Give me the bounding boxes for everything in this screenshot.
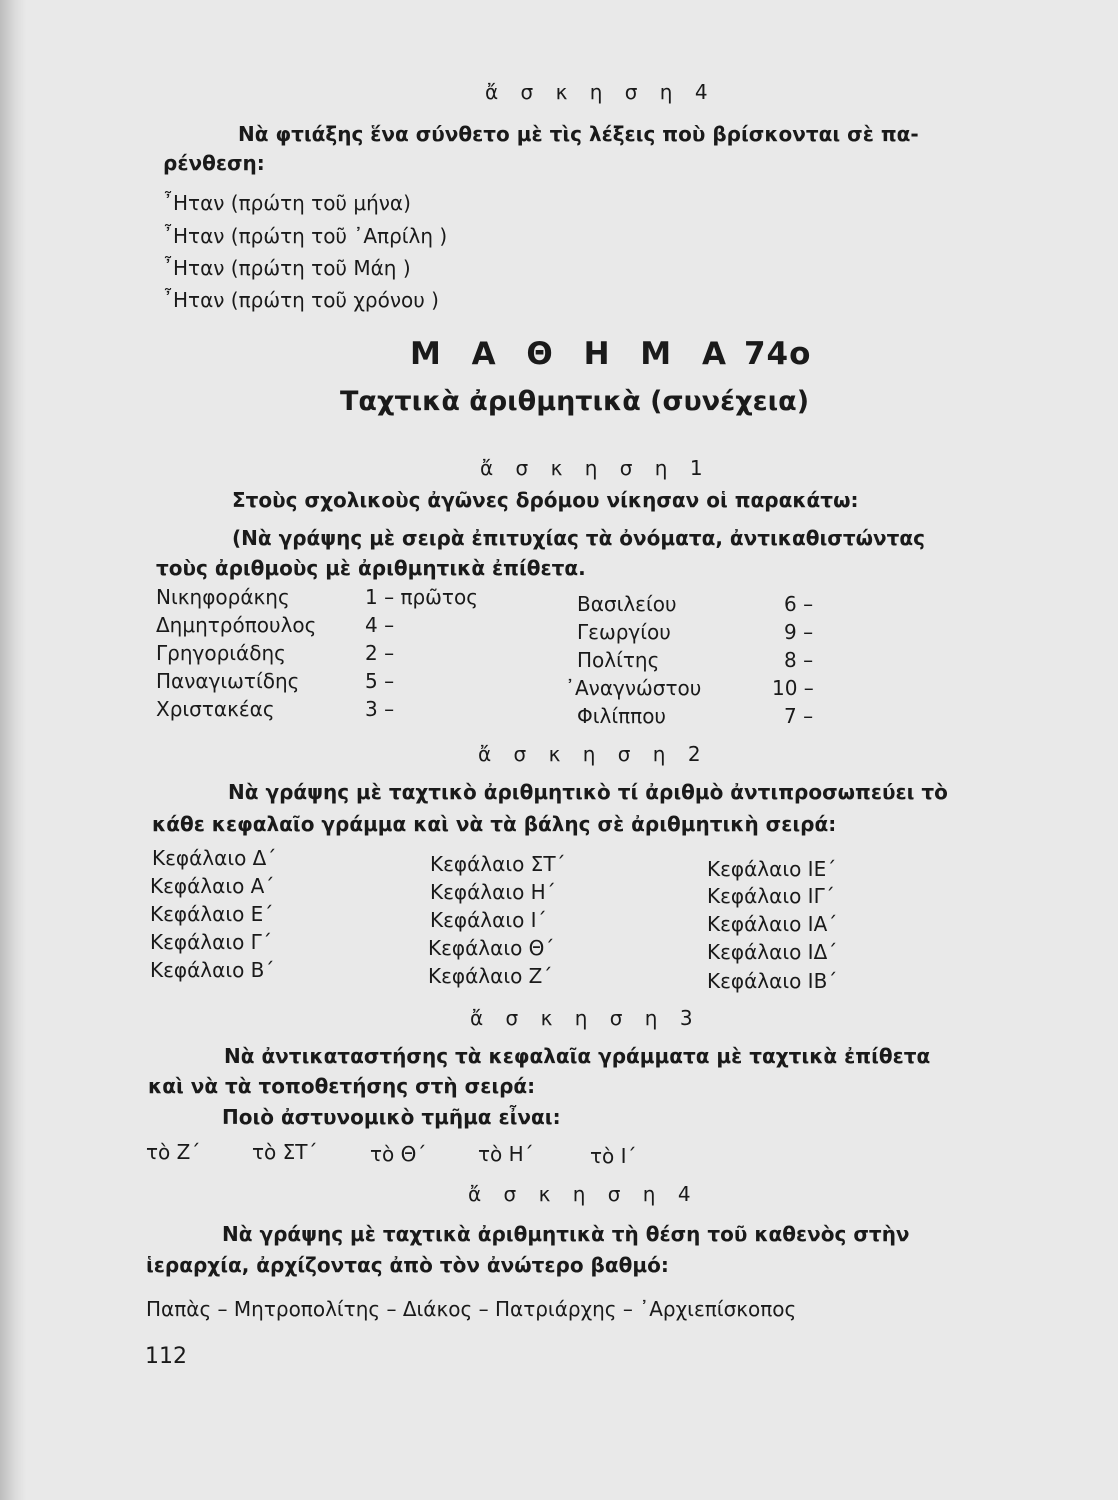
station-item: τὸ Θ΄	[370, 1142, 427, 1166]
exercise-instruction: Νὰ ἀντικαταστήσης τὰ κεφαλαῖα γράμματα μὲ ταχτικὰ ἐπίθετα	[224, 1044, 931, 1068]
list-item-name: Παναγιωτίδης	[156, 669, 300, 693]
hierarchy-list: Παπὰς – Μητροπολίτης – Διάκος – Πατριάρχης – ᾿Αρχιεπίσκοπος	[146, 1297, 797, 1321]
list-item-name: Χριστακέας	[156, 697, 275, 721]
exercise-line: ῏Ηταν (πρώτη τοῦ ᾿Απρίλη )	[163, 224, 448, 248]
exercise-heading: ἄ σ κ η σ η 4	[468, 1182, 699, 1206]
chapter-label: Κεφάλαιο ΙΒ΄	[707, 969, 838, 993]
list-item-value: 4 –	[365, 613, 395, 637]
list-item-value: 2 –	[365, 641, 395, 665]
lesson-subtitle: Ταχτικὰ ἀριθμητικὰ (συνέχεια)	[340, 386, 810, 417]
chapter-label: Κεφάλαιο Β΄	[150, 958, 275, 982]
chapter-label: Κεφάλαιο ΙΑ΄	[707, 912, 838, 936]
exercise-line: ῏Ηταν (πρώτη τοῦ Μάη )	[163, 256, 411, 280]
chapter-label: Κεφάλαιο Θ΄	[428, 936, 555, 960]
chapter-label: Κεφάλαιο ΙΕ΄	[707, 857, 837, 881]
chapter-label: Κεφάλαιο ΣΤ΄	[430, 852, 566, 876]
list-item-name: Βασιλείου	[577, 592, 677, 616]
list-item-value: 10 –	[772, 676, 814, 700]
chapter-label: Κεφάλαιο ΙΔ΄	[707, 940, 838, 964]
list-item-name: ᾿Αναγνώστου	[565, 676, 702, 700]
exercise-instruction: Νὰ γράψης μὲ ταχτικὰ ἀριθμητικὰ τὴ θέση τοῦ καθενὸς στὴν	[222, 1222, 910, 1246]
exercise-heading: ἄ σ κ η σ η 2	[478, 742, 709, 766]
list-item-value: 7 –	[784, 704, 814, 728]
exercise-instruction: Νὰ γράψης μὲ ταχτικὸ ἀριθμητικὸ τί ἀριθμὸ ἀντιπροσωπεύει τὸ	[228, 780, 948, 804]
list-item-value: 3 –	[365, 697, 395, 721]
exercise-heading: ἄ σ κ η σ η 3	[470, 1006, 701, 1030]
exercise-instruction: Ποιὸ ἀστυνομικὸ τμῆμα εἶναι:	[222, 1105, 561, 1129]
chapter-label: Κεφάλαιο ΙΓ΄	[707, 884, 835, 908]
station-item: τὸ Η΄	[478, 1142, 534, 1166]
list-item-name: Γρηγοριάδης	[156, 641, 286, 665]
chapter-label: Κεφάλαιο Γ΄	[150, 930, 272, 954]
lesson-title	[410, 336, 811, 372]
chapter-label: Κεφάλαιο Δ΄	[152, 846, 277, 870]
exercise-instruction: κάθε κεφαλαῖο γράμμα καὶ νὰ τὰ βάλης σὲ ἀριθμητικὴ σειρά:	[152, 812, 837, 836]
list-item-name: Φιλίππου	[577, 704, 667, 728]
list-item-name: Νικηφοράκης	[156, 585, 290, 609]
exercise-instruction: Νὰ φτιάξης ἕνα σύνθετο μὲ τὶς λέξεις ποὺ βρίσκονται σὲ πα-	[238, 122, 919, 146]
list-item-value: 8 –	[784, 648, 814, 672]
lesson-title-word: Μ Α Θ Η Μ Α	[410, 336, 736, 372]
station-item: τὸ Ι΄	[590, 1144, 637, 1168]
lesson-number: 74ο	[743, 336, 812, 372]
exercise-heading: ἄ σ κ η σ η 1	[480, 456, 711, 480]
station-item: τὸ ΣΤ΄	[252, 1140, 318, 1164]
chapter-label: Κεφάλαιο Ζ΄	[428, 964, 553, 988]
chapter-label: Κεφάλαιο Α΄	[150, 874, 275, 898]
exercise-instruction: Στοὺς σχολικοὺς ἀγῶνες δρόμου νίκησαν οἱ παρακάτω:	[232, 488, 859, 512]
chapter-label: Κεφάλαιο Ε΄	[150, 902, 274, 926]
exercise-instruction: τοὺς ἀριθμοὺς μὲ ἀριθμητικὰ ἐπίθετα.	[156, 556, 586, 580]
list-item-value: 1 – πρῶτος	[365, 585, 478, 609]
station-item: τὸ Ζ΄	[146, 1140, 201, 1164]
exercise-heading: ἄ σ κ η σ η 4	[485, 80, 716, 104]
exercise-instruction: ἱεραρχία, ἀρχίζοντας ἀπὸ τὸν ἀνώτερο βαθμό:	[146, 1253, 669, 1277]
list-item-value: 5 –	[365, 669, 395, 693]
list-item-value: 9 –	[784, 620, 814, 644]
exercise-instruction: καὶ νὰ τὰ τοποθετήσης στὴ σειρά:	[148, 1074, 536, 1098]
list-item-name: Πολίτης	[577, 648, 660, 672]
list-item-name: Δημητρόπουλος	[156, 613, 317, 637]
exercise-instruction: ρένθεση:	[163, 151, 265, 175]
chapter-label: Κεφάλαιο Ι΄	[430, 908, 547, 932]
exercise-instruction: (Νὰ γράψης μὲ σειρὰ ἐπιτυχίας τὰ ὀνόματα, ἀντικαθιστώντας	[232, 526, 925, 550]
list-item-value: 6 –	[784, 592, 814, 616]
chapter-label: Κεφάλαιο Η΄	[430, 880, 556, 904]
page-spine-shadow	[0, 0, 26, 1500]
exercise-line: ῏Ηταν (πρώτη τοῦ μήνα)	[163, 191, 411, 215]
list-item-name: Γεωργίου	[577, 620, 671, 644]
exercise-line: ῏Ηταν (πρώτη τοῦ χρόνου )	[163, 288, 439, 312]
page-number: 112	[145, 1344, 187, 1369]
